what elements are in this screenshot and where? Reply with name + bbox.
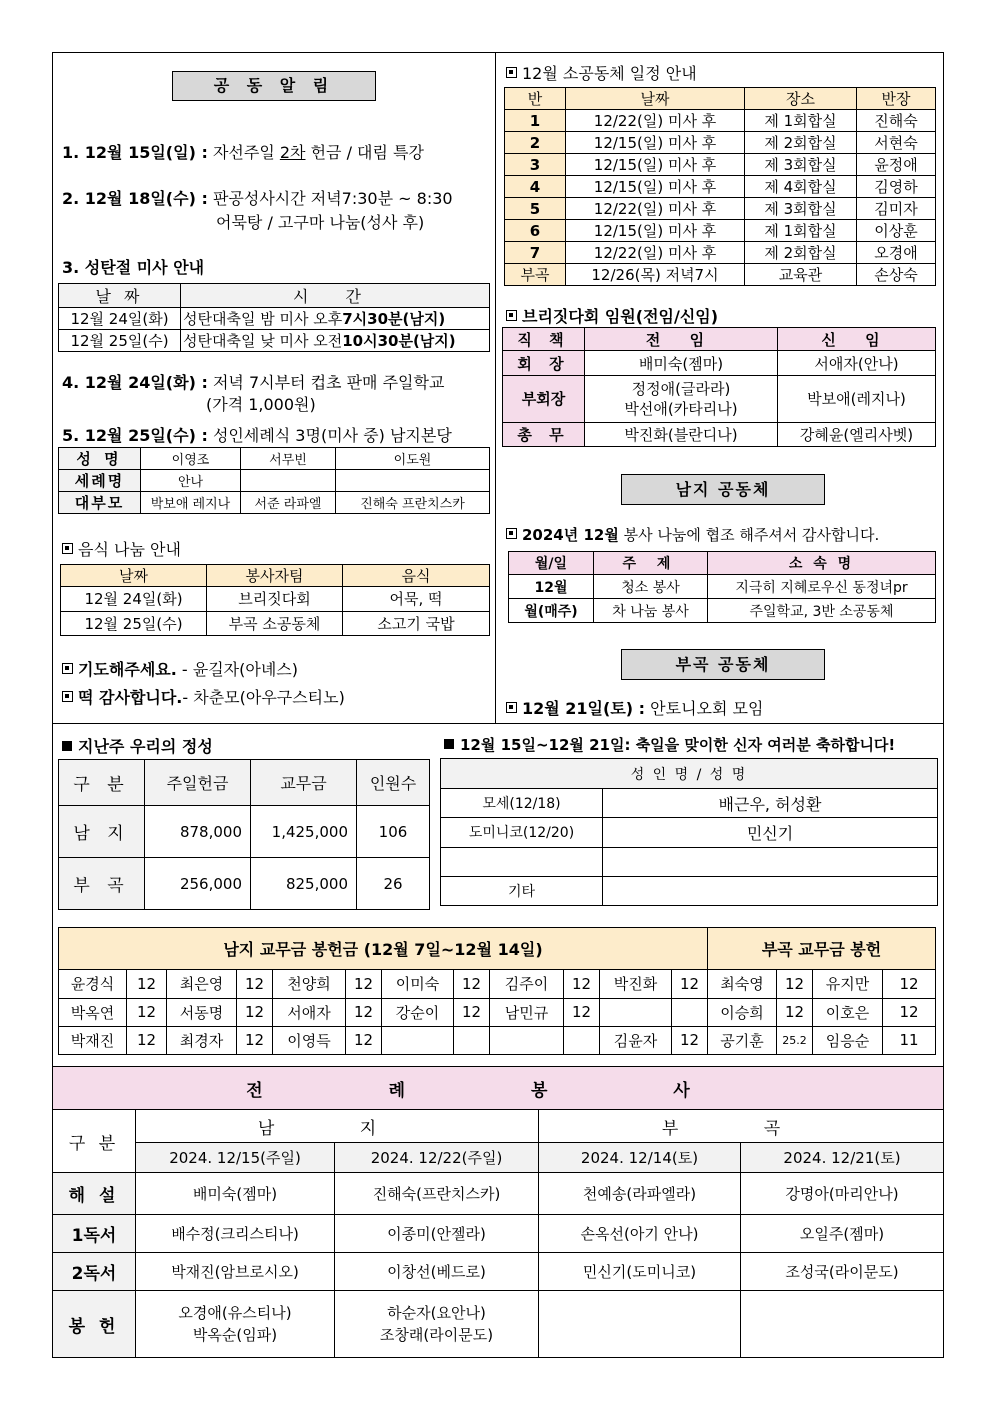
small-community-table: 반 날짜 장소 반장 1 12/22(일) 미사 후 제 1회합실 진해숙 2 12/15(일) 미사 후 제 2회합실 서현숙 3 12/15(일) 미사 후 제 3회합실 윤정애 4 12/15(일) 미사 후 제 4회합실 김영하 5 12/22(일) 미사 후 제 3회합실 김미자 6 12/15(일) 미사 후 제 1회합실 이상훈 7 12/22(일) 미사 후 제 2회합실 오경애 부곡 12/26(목) 저녁7시 교육관 손상숙 [504,87,936,286]
square-bullet-icon [444,739,454,749]
tithe-table: 남지 교무금 봉헌금 (12월 7일~12월 14일) 부곡 교무금 봉헌 윤경식 12 최은영 12 천양희 12 이미숙 12 김주이 12 박진화 12 최숙영 12 유지만 12 박옥연 12 서동명 12 서애자 12 강순이 12 남민규 12 이승희 12 이호은 12 박재진 12 최경자 12 이영득 12 김윤자 12 공기훈 25.2 임응순 11 [58,927,936,1055]
christmas-mass-title: 3. 성탄절 미사 안내 [62,258,205,277]
rice-cake-thanks: 떡 감사합니다.- 차춘모(아우구스티노) [62,685,345,708]
notice-item-2-line2: 어묵탕 / 고구마 나눔(성사 후) [216,213,425,232]
baptism-table: 성 명 이영조 서무빈 이도원 세례명 안나 대부모 박보애 레지나 서준 라파엘 진해숙 프란치스카 [58,447,490,514]
notice-item-2: 2. 12월 18일(수) : 판공성사시간 저녁7:30분 ~ 8:30 [62,189,453,208]
food-title: 음식 나눔 안내 [62,537,181,560]
bugok-community-title: 부곡 공동체 [621,649,825,680]
christmas-mass-table: 날 짜 시 간 12월 24일(화) 성탄대축일 밤 미사 오후7시30분(남지) 12월 25일(수) 성탄대축일 낮 미사 오전10시30분(남지) [58,283,490,352]
checkbox-bullet-icon [506,67,517,78]
brigid-table: 직 책 전 임 신 임 회 장 배미숙(젬마) 서애자(안나) 부회장 정정애(글라라) 박선애(카타리나) 박보애(레지나) 총 무 박진화(블란디나) 강혜윤(엘리사벳) [502,327,936,447]
notice-item-4: 4. 12월 24일(화) : 저녁 7시부터 컵초 판매 주일학교 [62,373,445,392]
pray-request: 기도해주세요. - 윤길자(아녜스) [62,657,298,680]
checkbox-bullet-icon [62,691,73,702]
offering-table: 구 분 주일헌금 교무금 인원수 남 지 878,000 1,425,000 106 부 곡 256,000 825,000 26 [58,759,430,910]
column-divider [495,52,496,724]
checkbox-bullet-icon [506,528,517,539]
notice-item-1: 1. 12월 15일(일) : 자선주일 2차 헌금 / 대림 특강 [62,143,424,162]
section-divider [52,723,944,724]
notice-title: 공 동 알 림 [172,71,376,101]
checkbox-bullet-icon [62,543,73,554]
checkbox-bullet-icon [506,310,517,321]
feast-title: 12월 15일~12월 21일: 축일을 맞이한 신자 여러분 축하합니다! [444,734,895,755]
liturgy-table: 전 례 봉 사 구 분 남 지 부 곡 2024. 12/15(주일) 2024. 12/22(주일) 2024. 12/14(토) 2024. 12/21(토) 해 설 배미숙(젬마) 진해숙(프란치스카) 천예송(라파엘라) 강명아(마리안나) 1독서 배수정(크리스티나) 이종미(안젤라) 손옥선(아기 안나) 오일주(젬마) 2독서 박재진(암브로시오) 이창선(베드로) 민신기(도미니코) 조성국(라이문도) 봉 헌 오경애(유스티나) 박옥순(임파) 하순자(요안나) 조창래(라이문도) [52,1066,944,1358]
feast-table: 성 인 명 / 성 명 모세(12/18) 배근우, 허성환 도미니코(12/20) 민신기 기타 [440,758,938,906]
checkbox-bullet-icon [506,702,517,713]
namji-service-table: 월/일 주 제 소 속 명 12월 청소 봉사 지극히 지혜로우신 동정녀pr 월(매주) 차 나눔 봉사 주일학교, 3반 소공동체 [508,551,936,623]
square-bullet-icon [62,741,72,751]
food-table: 날짜 봉사자팀 음식 12월 24일(화) 브리짓다회 어묵, 떡 12월 25일(수) 부곡 소공동체 소고기 국밥 [60,564,490,636]
offering-title: 지난주 우리의 정성 [62,734,213,757]
checkbox-bullet-icon [62,663,73,674]
brigid-title: 브리짓다회 임원(전임/신임) [506,304,718,327]
notice-item-5: 5. 12월 25일(수) : 성인세례식 3명(미사 중) 남지본당 [62,426,452,445]
bugok-event: 12월 21일(토) : 안토니오회 모임 [506,696,763,719]
small-community-title: 12월 소공동체 일정 안내 [506,61,697,84]
namji-community-title: 남지 공동체 [621,474,825,505]
namji-thanks: 2024년 12월 봉사 나눔에 협조 해주셔서 감사합니다. [506,524,879,545]
notice-item-4-line2: (가격 1,000원) [206,395,316,414]
